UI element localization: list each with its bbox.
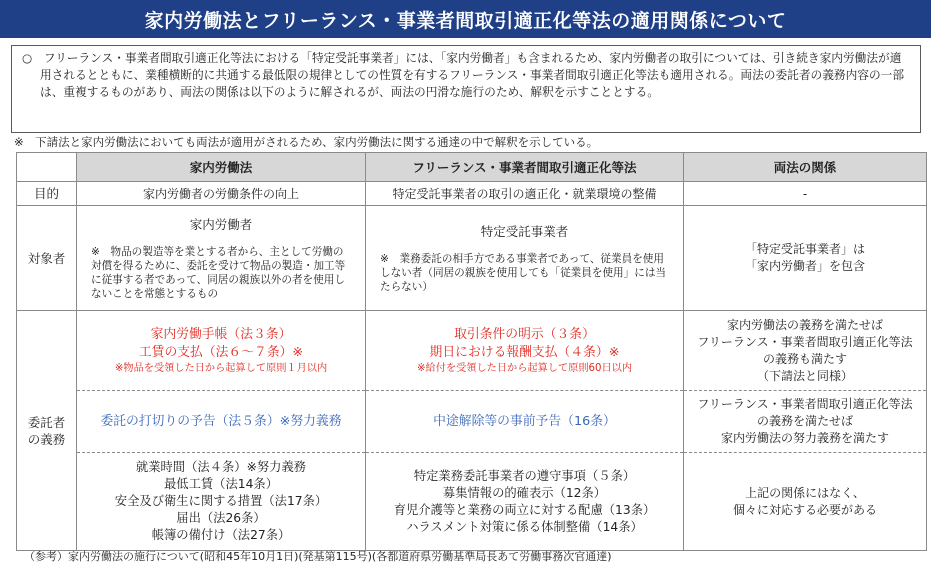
duty3-kanai-line: 就業時間（法４条）※努力義務 xyxy=(135,460,307,474)
duty3-kanai-line: 安全及び衛生に関する措置（法17条） xyxy=(114,494,328,508)
duty-row-3 xyxy=(17,453,927,551)
subject-kanai xyxy=(77,206,366,311)
duty2-kanai xyxy=(77,391,366,453)
subject-freelance-title: 特定受託事業者 xyxy=(480,224,569,239)
header-row xyxy=(17,153,927,182)
purpose-label: 目的 xyxy=(17,182,77,206)
duty2-kanai-text: 委託の打切りの予告（法５条）※努力義務 xyxy=(100,413,342,429)
purpose-row xyxy=(17,182,927,206)
duty-label-line2: の義務 xyxy=(27,431,66,447)
subject-relation xyxy=(684,206,927,311)
duty-row-1 xyxy=(17,311,927,391)
duty1-freelance-note: ※給付を受領した日から起算して原則60日以内 xyxy=(416,362,633,374)
duty3-relation-line: 個々に対応する必要がある xyxy=(732,502,877,517)
subject-freelance xyxy=(366,206,684,311)
duty1-relation xyxy=(684,311,927,391)
duty1-relation-line: フリーランス・事業者間取引適正化等法 xyxy=(697,334,913,349)
duty3-kanai xyxy=(77,453,366,551)
duty3-freelance-line: 特定業務委託事業者の遵守事項（５条） xyxy=(413,468,636,483)
duty2-relation-line: フリーランス・事業者間取引適正化等法 xyxy=(697,397,913,411)
duty2-relation-line: の義務を満たせば xyxy=(756,414,853,428)
duty3-kanai-line: 届出（法26条） xyxy=(176,511,266,525)
subject-kanai-note: ※ 物品の製造等を業とする者から、主として労働の対償を得るために、委託を受けて物品の製造・加工等に従事する者であって、同居の親族以外の者を使用しないことを常態とするもの xyxy=(91,246,346,300)
duty-label xyxy=(17,311,77,551)
footer-reference: （参考）家内労働法の施行について(昭和45年10月1日)(発基第115号)(各都道府県労働基準局長あて労働事務次官通達) xyxy=(24,550,612,563)
duty3-freelance-line: ハラスメント対策に係る体制整備（14条） xyxy=(406,519,643,534)
duty1-relation-line: （下請法と同様） xyxy=(756,368,853,383)
purpose-kanai: 家内労働者の労働条件の向上 xyxy=(77,182,366,206)
subject-relation-line1: 「特定受託事業者」は xyxy=(744,242,865,256)
subject-kanai-title: 家内労働者 xyxy=(189,217,253,232)
duty3-freelance-line: 募集情報の的確表示（12条） xyxy=(442,485,607,500)
note-text: ※ 下請法と家内労働法においても両法が適用がされるため、家内労働法に関する通達の中で解釈を示している。 xyxy=(14,135,599,149)
duty-label-line1: 委託者 xyxy=(27,414,66,430)
subject-freelance-note: ※ 業務委託の相手方である事業者であって、従業員を使用しない者（同居の親族を使用しても「従業員を使用」には当たらない） xyxy=(380,253,667,293)
header-freelance: フリーランス・事業者間取引適正化等法 xyxy=(366,153,684,182)
page-title: 家内労働法とフリーランス・事業者間取引適正化等法の適用関係について xyxy=(0,0,931,38)
purpose-relation: - xyxy=(684,182,927,206)
duty3-freelance-line: 育児介護等と業務の両立に対する配慮（13条） xyxy=(393,502,656,517)
duty3-kanai-line: 最低工賃（法14条） xyxy=(163,477,279,491)
duty3-relation xyxy=(684,453,927,551)
intro-box xyxy=(11,45,921,133)
duty1-freelance xyxy=(366,311,684,391)
duty3-kanai-line: 帳簿の備付け（法27条） xyxy=(151,528,291,542)
duty1-kanai xyxy=(77,311,366,391)
header-corner xyxy=(17,153,77,182)
intro-text: ○ フリーランス・事業者間取引適正化等法における「特定受託事業者」には、「家内労働者」も含まれるため、家内労働者の取引については、引き続き家内労働法が適用されるとともに、業種横断的に共通する最低限の規律としての性質を有するフリーランス・事業者間取引適正化等法も適用される。両法の委託者の義務内容の一部は、重複するものがあり、両法の関係は以下のように解されるが、両法の円滑な施行のため、解釈を示すこととする。 xyxy=(22,51,905,99)
duty1-kanai-line2: 工賃の支払（法６～７条）※ xyxy=(138,344,304,360)
duty1-relation-line: の義務も満たす xyxy=(762,351,847,366)
duty2-freelance xyxy=(366,391,684,453)
duty-row-2 xyxy=(17,391,927,453)
subject-row xyxy=(17,206,927,311)
purpose-freelance: 特定受託事業者の取引の適正化・就業環境の整備 xyxy=(366,182,684,206)
header-relation: 両法の関係 xyxy=(684,153,927,182)
subject-relation-line2: 「家内労働者」を包含 xyxy=(744,259,865,273)
duty1-freelance-line2: 期日における報酬支払（４条）※ xyxy=(429,344,620,360)
subject-label: 対象者 xyxy=(17,206,77,311)
duty1-kanai-note: ※物品を受領した日から起算して原則１月以内 xyxy=(114,362,328,374)
duty3-relation-line: 上記の関係にはなく、 xyxy=(745,485,865,500)
duty1-relation-line: 家内労働法の義務を満たせば xyxy=(726,317,883,332)
duty1-freelance-line1: 取引条件の明示（３条） xyxy=(454,326,595,342)
comparison-table xyxy=(16,152,927,551)
duty3-freelance xyxy=(366,453,684,551)
duty2-freelance-text: 中途解除等の事前予告（16条） xyxy=(433,413,616,429)
duty1-kanai-line1: 家内労働手帳（法３条） xyxy=(150,326,292,342)
duty2-relation xyxy=(684,391,927,453)
header-kanai: 家内労働法 xyxy=(77,153,366,182)
duty2-relation-line: 家内労働法の努力義務を満たす xyxy=(720,431,889,445)
